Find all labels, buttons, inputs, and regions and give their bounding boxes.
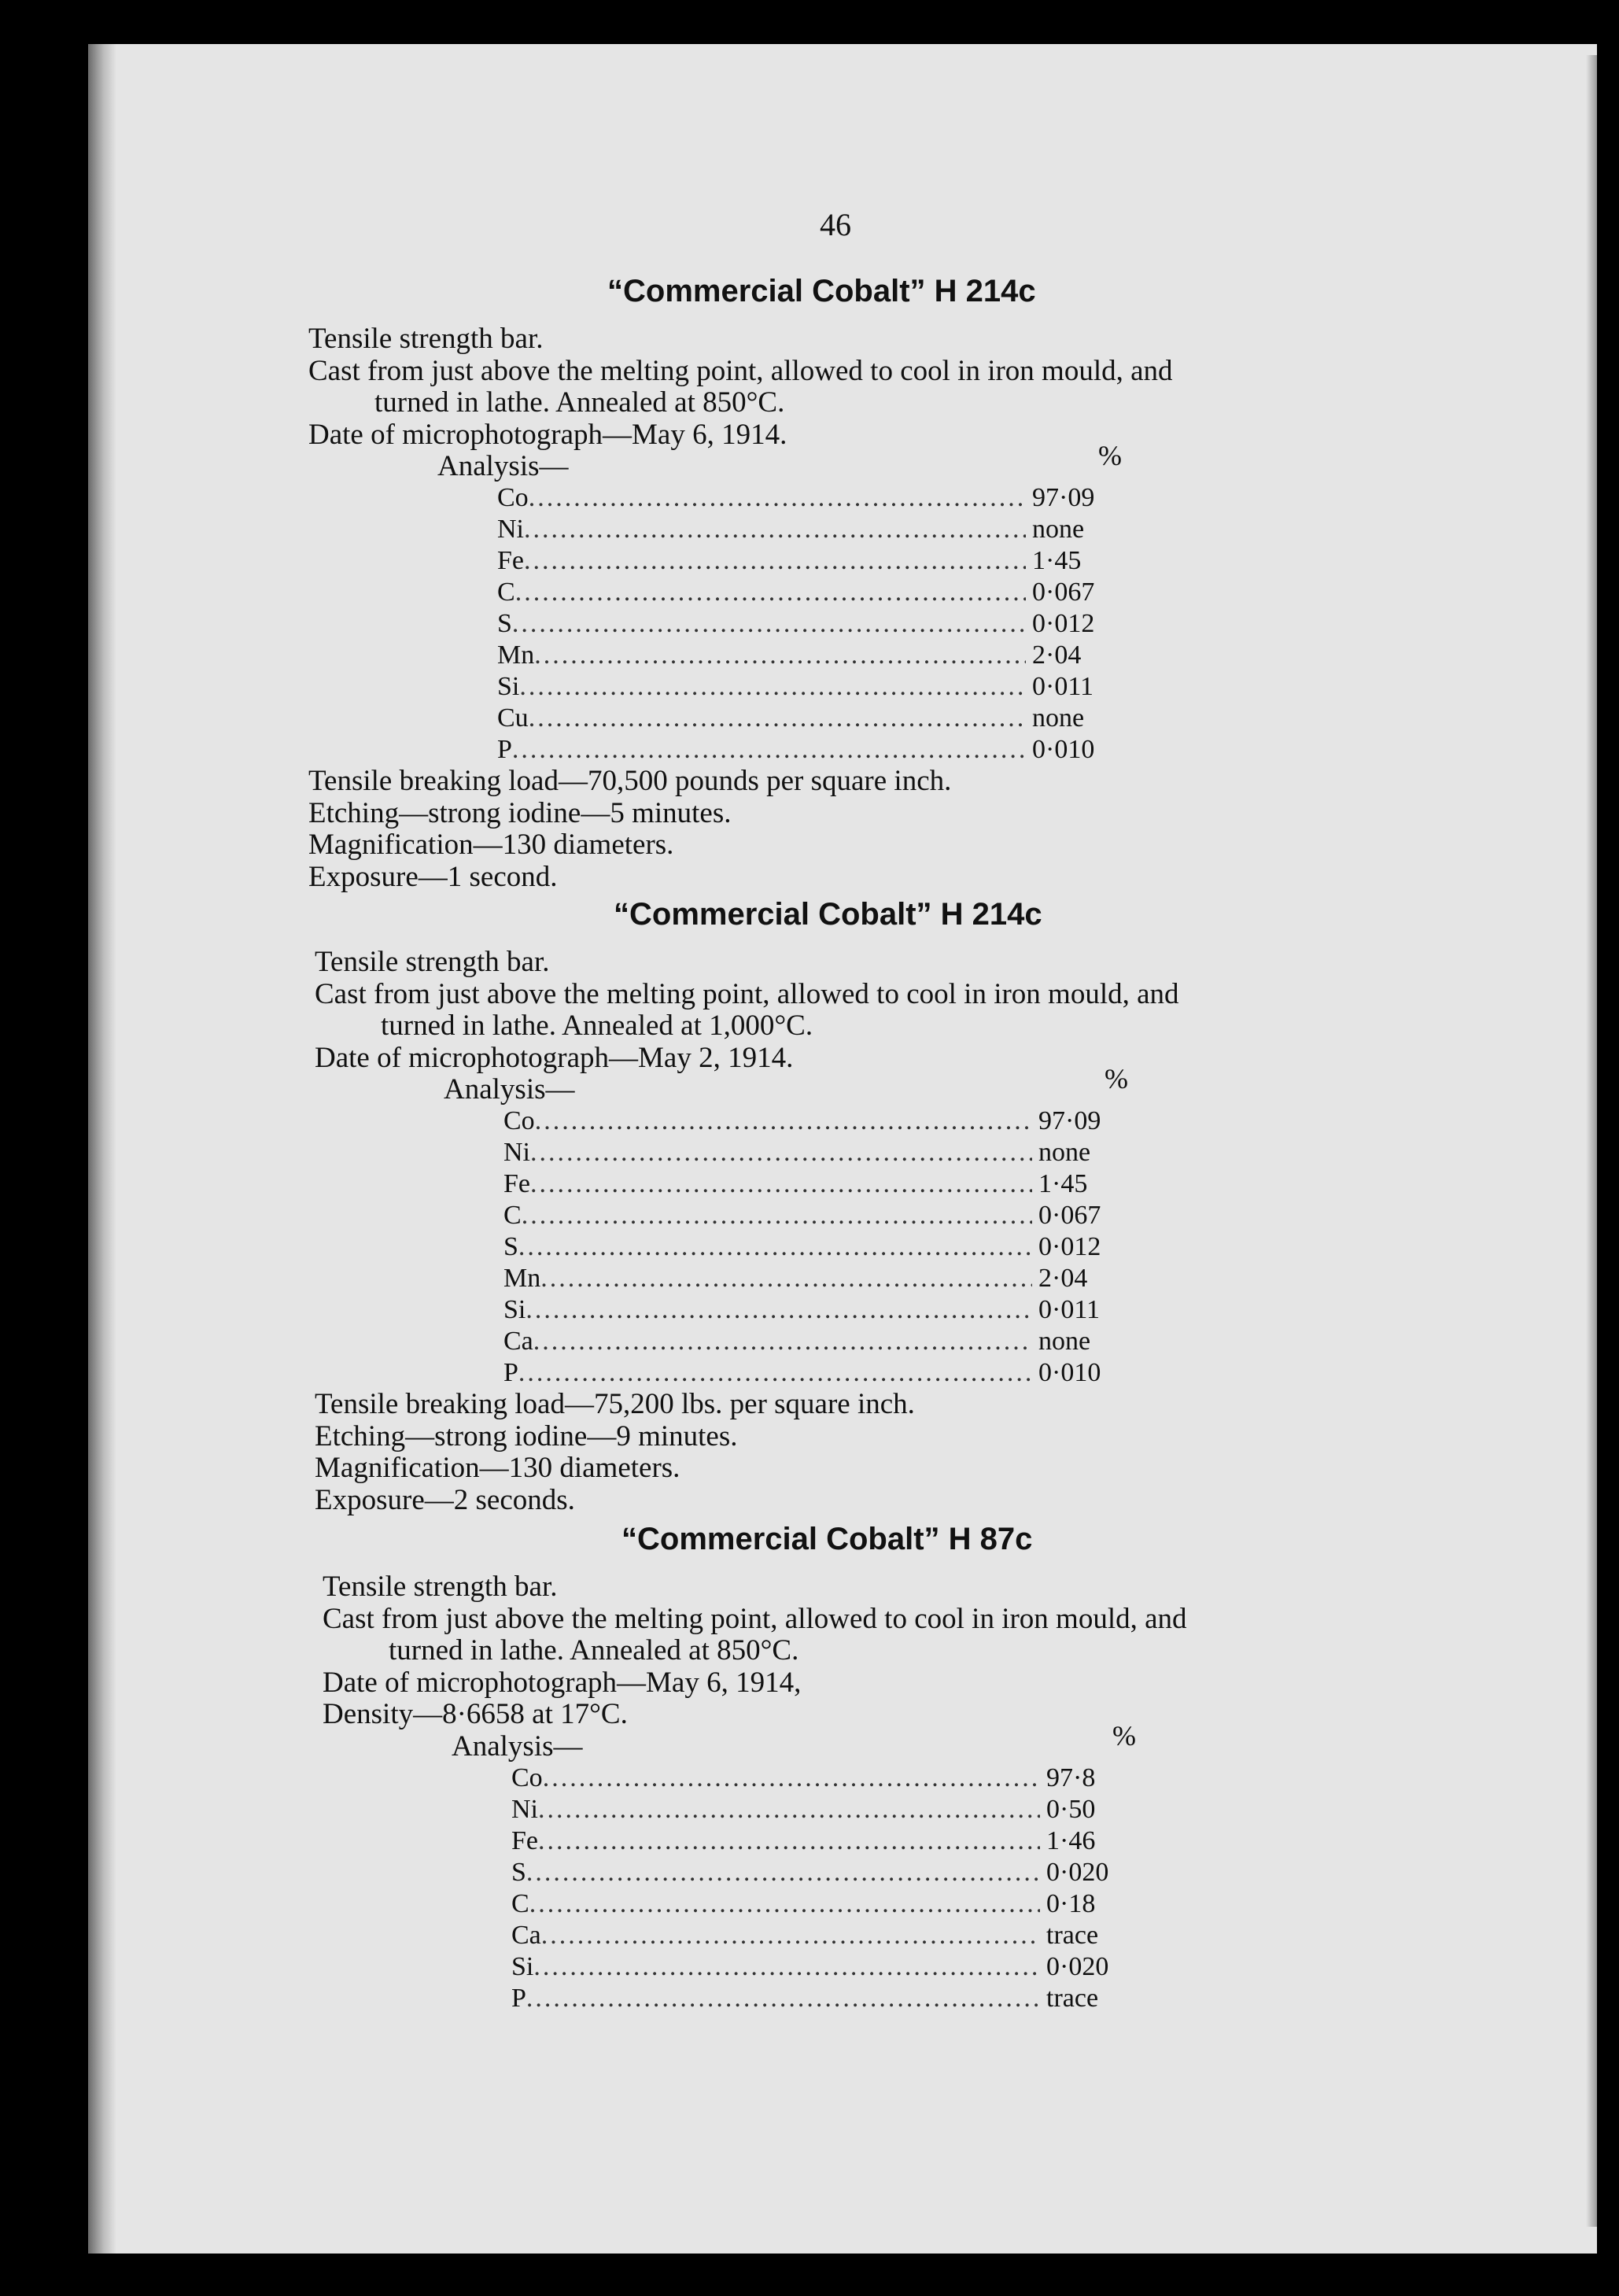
element-symbol: Ni [497,515,524,544]
element-symbol: Si [497,672,520,701]
analysis-row [315,1200,1125,1231]
element-symbol: S [503,1232,518,1261]
analysis-row [315,1326,1125,1357]
percent-symbol: % [1112,1719,1136,1752]
element-value: 0·010 [1038,1358,1101,1387]
element-symbol: Ni [511,1794,538,1824]
text-line: Tensile breaking load—75,200 lbs. per square inch. [315,1388,915,1420]
analysis-label-text: Analysis— [437,450,569,482]
leader-dots [529,482,1026,514]
element-symbol: Co [511,1763,543,1792]
text-line: Cast from just above the melting point, allowed to cool in iron mould, and [308,354,1173,387]
section-h87c [323,1522,1187,2014]
text-line: Density—8·6658 at 17°C. [323,1698,628,1730]
leader-dots [535,1106,1032,1137]
element-value: 1·45 [1038,1169,1088,1198]
leader-dots [529,703,1026,734]
percent-symbol: % [1098,440,1122,471]
text-line: Exposure—1 second. [308,860,558,893]
text-line: Magnification—130 diameters. [315,1452,680,1484]
element-value: 0·18 [1046,1888,1096,1918]
text-line: Etching—strong iodine—5 minutes. [308,796,732,829]
element-value: 97·09 [1032,483,1095,512]
element-value: 0·010 [1032,735,1095,764]
leader-dots [522,1200,1032,1231]
text-line: Tensile breaking load—70,500 pounds per square inch. [308,765,952,797]
analysis-row [308,703,1119,734]
element-value: trace [1046,1983,1099,2013]
leader-dots [515,577,1026,608]
leader-dots [529,1888,1040,1920]
analysis-row [308,514,1119,545]
analysis-row [308,577,1119,608]
analysis-table [315,1106,1179,1389]
section-heading: “Commercial Cobalt” H 214c [614,897,1042,932]
analysis-row [308,608,1119,640]
leader-dots [534,640,1026,671]
analysis-row [323,1951,1133,1983]
element-symbol: C [497,578,515,607]
analysis-label [323,1719,1187,1763]
analysis-row [315,1106,1125,1137]
element-value: 0·012 [1038,1232,1101,1261]
analysis-row [308,482,1119,514]
element-value: 0·50 [1046,1794,1096,1824]
element-symbol: Co [497,483,529,512]
element-value: 0·011 [1032,672,1094,701]
leader-dots [541,1920,1040,1951]
analysis-row [308,545,1119,577]
section-h214c-850 [308,274,1173,893]
analysis-row [315,1168,1125,1200]
leader-dots [512,608,1026,640]
analysis-row [308,734,1119,766]
analysis-row [323,1888,1133,1920]
element-value: 97·8 [1046,1763,1096,1792]
element-symbol: Fe [497,546,524,575]
leader-dots [512,734,1026,766]
element-symbol: S [497,609,512,638]
analysis-row [308,671,1119,703]
element-symbol: Fe [511,1825,538,1855]
analysis-label-text: Analysis— [452,1729,583,1763]
leader-dots [538,1825,1040,1857]
page-binding-shadow [88,44,116,2254]
text-line: turned in lathe. Annealed at 850°C. [389,1634,799,1667]
analysis-row [315,1357,1125,1389]
element-value: none [1038,1327,1091,1356]
leader-dots [530,1168,1032,1200]
analysis-row [315,1137,1125,1168]
element-value: 0·012 [1032,609,1095,638]
text-line: Tensile strength bar. [315,946,550,978]
analysis-row [315,1263,1125,1294]
leader-dots [526,1983,1040,2014]
element-value: 1·46 [1046,1825,1096,1855]
text-line: Magnification—130 diameters. [308,829,674,861]
text-line: turned in lathe. Annealed at 1,000°C. [381,1010,813,1042]
analysis-row [315,1231,1125,1263]
element-symbol: Fe [503,1169,530,1198]
leader-dots [540,1263,1032,1294]
element-symbol: Si [503,1295,526,1324]
analysis-label-text: Analysis— [444,1073,575,1106]
analysis-table [323,1763,1187,2014]
analysis-row [323,1825,1133,1857]
element-value: 0·011 [1038,1295,1101,1324]
text-line: Date of microphotograph—May 6, 1914. [308,418,787,451]
analysis-row [323,1920,1133,1951]
leader-dots [526,1294,1032,1326]
element-symbol: Mn [497,640,535,670]
element-value: trace [1046,1920,1099,1950]
leader-dots [524,514,1026,545]
section-heading: “Commercial Cobalt” H 87c [621,1522,1033,1556]
analysis-label [315,1063,1179,1106]
element-symbol: Ni [503,1138,530,1167]
text-line: Tensile strength bar. [308,323,544,355]
element-value: 2·04 [1038,1264,1088,1293]
text-line: Etching—strong iodine—9 minutes. [315,1419,738,1453]
analysis-label [308,440,1173,482]
analysis-row [323,1794,1133,1825]
element-symbol: C [503,1201,522,1230]
text-line: Cast from just above the melting point, allowed to cool in iron mould, and [315,977,1179,1010]
element-symbol: P [497,735,512,764]
text-line: Date of microphotograph—May 6, 1914, [323,1666,802,1699]
analysis-row [323,1763,1133,1794]
element-symbol: P [511,1983,526,2013]
leader-dots [518,1231,1032,1263]
element-value: none [1032,515,1085,544]
leader-dots [526,1857,1040,1888]
leader-dots [519,671,1026,703]
text-line: Cast from just above the melting point, allowed to cool in iron mould, and [323,1602,1187,1635]
element-value: 0·020 [1046,1951,1109,1981]
leader-dots [524,545,1026,577]
analysis-row [323,1983,1133,2014]
element-symbol: C [511,1888,529,1918]
page-edge [1586,55,1597,2227]
section-heading: “Commercial Cobalt” H 214c [607,274,1036,308]
element-value: 0·067 [1038,1201,1101,1230]
leader-dots [533,1951,1040,1983]
page-number: 46 [820,207,851,242]
analysis-row [308,640,1119,671]
element-symbol: Ca [511,1920,541,1950]
leader-dots [533,1326,1032,1357]
element-symbol: S [511,1857,526,1887]
element-symbol: P [503,1358,518,1387]
element-symbol: Mn [503,1264,541,1293]
element-value: 0·067 [1032,578,1095,607]
analysis-row [315,1294,1125,1326]
leader-dots [538,1794,1040,1825]
analysis-table [308,482,1173,766]
element-symbol: Si [511,1951,534,1981]
element-value: 0·020 [1046,1857,1109,1887]
percent-symbol: % [1105,1063,1128,1094]
leader-dots [543,1763,1040,1794]
element-symbol: Cu [497,703,529,733]
element-value: 97·09 [1038,1106,1101,1135]
leader-dots [530,1137,1032,1168]
element-value: none [1038,1138,1091,1167]
text-line: Date of microphotograph—May 2, 1914. [315,1041,794,1074]
text-line: Exposure—2 seconds. [315,1483,575,1516]
element-symbol: Ca [503,1327,533,1356]
leader-dots [518,1357,1032,1389]
element-value: 1·45 [1032,546,1082,575]
text-line: turned in lathe. Annealed at 850°C. [374,386,785,419]
element-value: 2·04 [1032,640,1082,670]
analysis-row [323,1857,1133,1888]
section-h214c-1000 [315,897,1179,1516]
element-value: none [1032,703,1085,733]
text-line: Tensile strength bar. [323,1571,558,1603]
element-symbol: Co [503,1106,535,1135]
